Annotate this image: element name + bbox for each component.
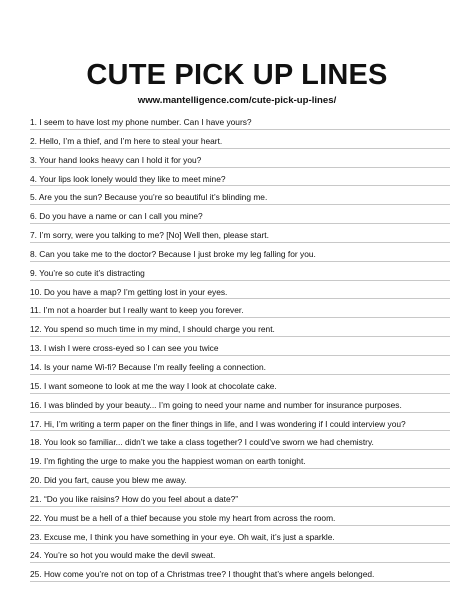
list-item: 14. Is your name Wi-fi? Because I’m really feeling a connection.: [30, 356, 450, 375]
list-item: 11. I’m not a hoarder but I really want to keep you forever.: [30, 299, 450, 318]
list-item: 22. You must be a hell of a thief because you stole my heart from across the room.: [30, 507, 450, 526]
list-item: 3. Your hand looks heavy can I hold it for you?: [30, 149, 450, 168]
list-item: 17. Hi, I’m writing a term paper on the finer things in life, and I was wondering if I could interview you?: [30, 413, 450, 432]
list-item: 10. Do you have a map? I’m getting lost in your eyes.: [30, 281, 450, 300]
list-item: 25. How come you’re not on top of a Christmas tree? I thought that’s where angels belonged.: [30, 563, 450, 582]
list-item: 23. Excuse me, I think you have something in your eye. Oh wait, it’s just a sparkle.: [30, 526, 450, 545]
list-item: 1. I seem to have lost my phone number. Can I have yours?: [30, 111, 450, 130]
list-item: 4. Your lips look lonely would they like to meet mine?: [30, 168, 450, 187]
list-item: 6. Do you have a name or can I call you mine?: [30, 205, 450, 224]
list-item: 13. I wish I were cross-eyed so I can see you twice: [30, 337, 450, 356]
page-title: CUTE PICK UP LINES: [86, 59, 388, 91]
list-item: 12. You spend so much time in my mind, I should charge you rent.: [30, 318, 450, 337]
list-item: 2. Hello, I’m a thief, and I’m here to steal your heart.: [30, 130, 450, 149]
list-item: 5. Are you the sun? Because you’re so beautiful it’s blinding me.: [30, 186, 450, 205]
pick-up-lines-list: [30, 111, 450, 582]
list-item: 21. “Do you like raisins? How do you feel about a date?”: [30, 488, 450, 507]
source-url: www.mantelligence.com/cute-pick-up-lines/: [137, 95, 337, 106]
list-item: 19. I’m fighting the urge to make you the happiest woman on earth tonight.: [30, 450, 450, 469]
list-item: 16. I was blinded by your beauty... I’m going to need your name and number for insurance purposes.: [30, 394, 450, 413]
list-item: 15. I want someone to look at me the way I look at chocolate cake.: [30, 375, 450, 394]
list-item: 20. Did you fart, cause you blew me away.: [30, 469, 450, 488]
list-item: 8. Can you take me to the doctor? Because I just broke my leg falling for you.: [30, 243, 450, 262]
list-item: 9. You’re so cute it’s distracting: [30, 262, 450, 281]
list-item: 24. You’re so hot you would make the devil sweat.: [30, 544, 450, 563]
list-item: 7. I’m sorry, were you talking to me? [No] Well then, please start.: [30, 224, 450, 243]
list-item: 18. You look so familiar... didn’t we take a class together? I could’ve sworn we had chemistry.: [30, 431, 450, 450]
